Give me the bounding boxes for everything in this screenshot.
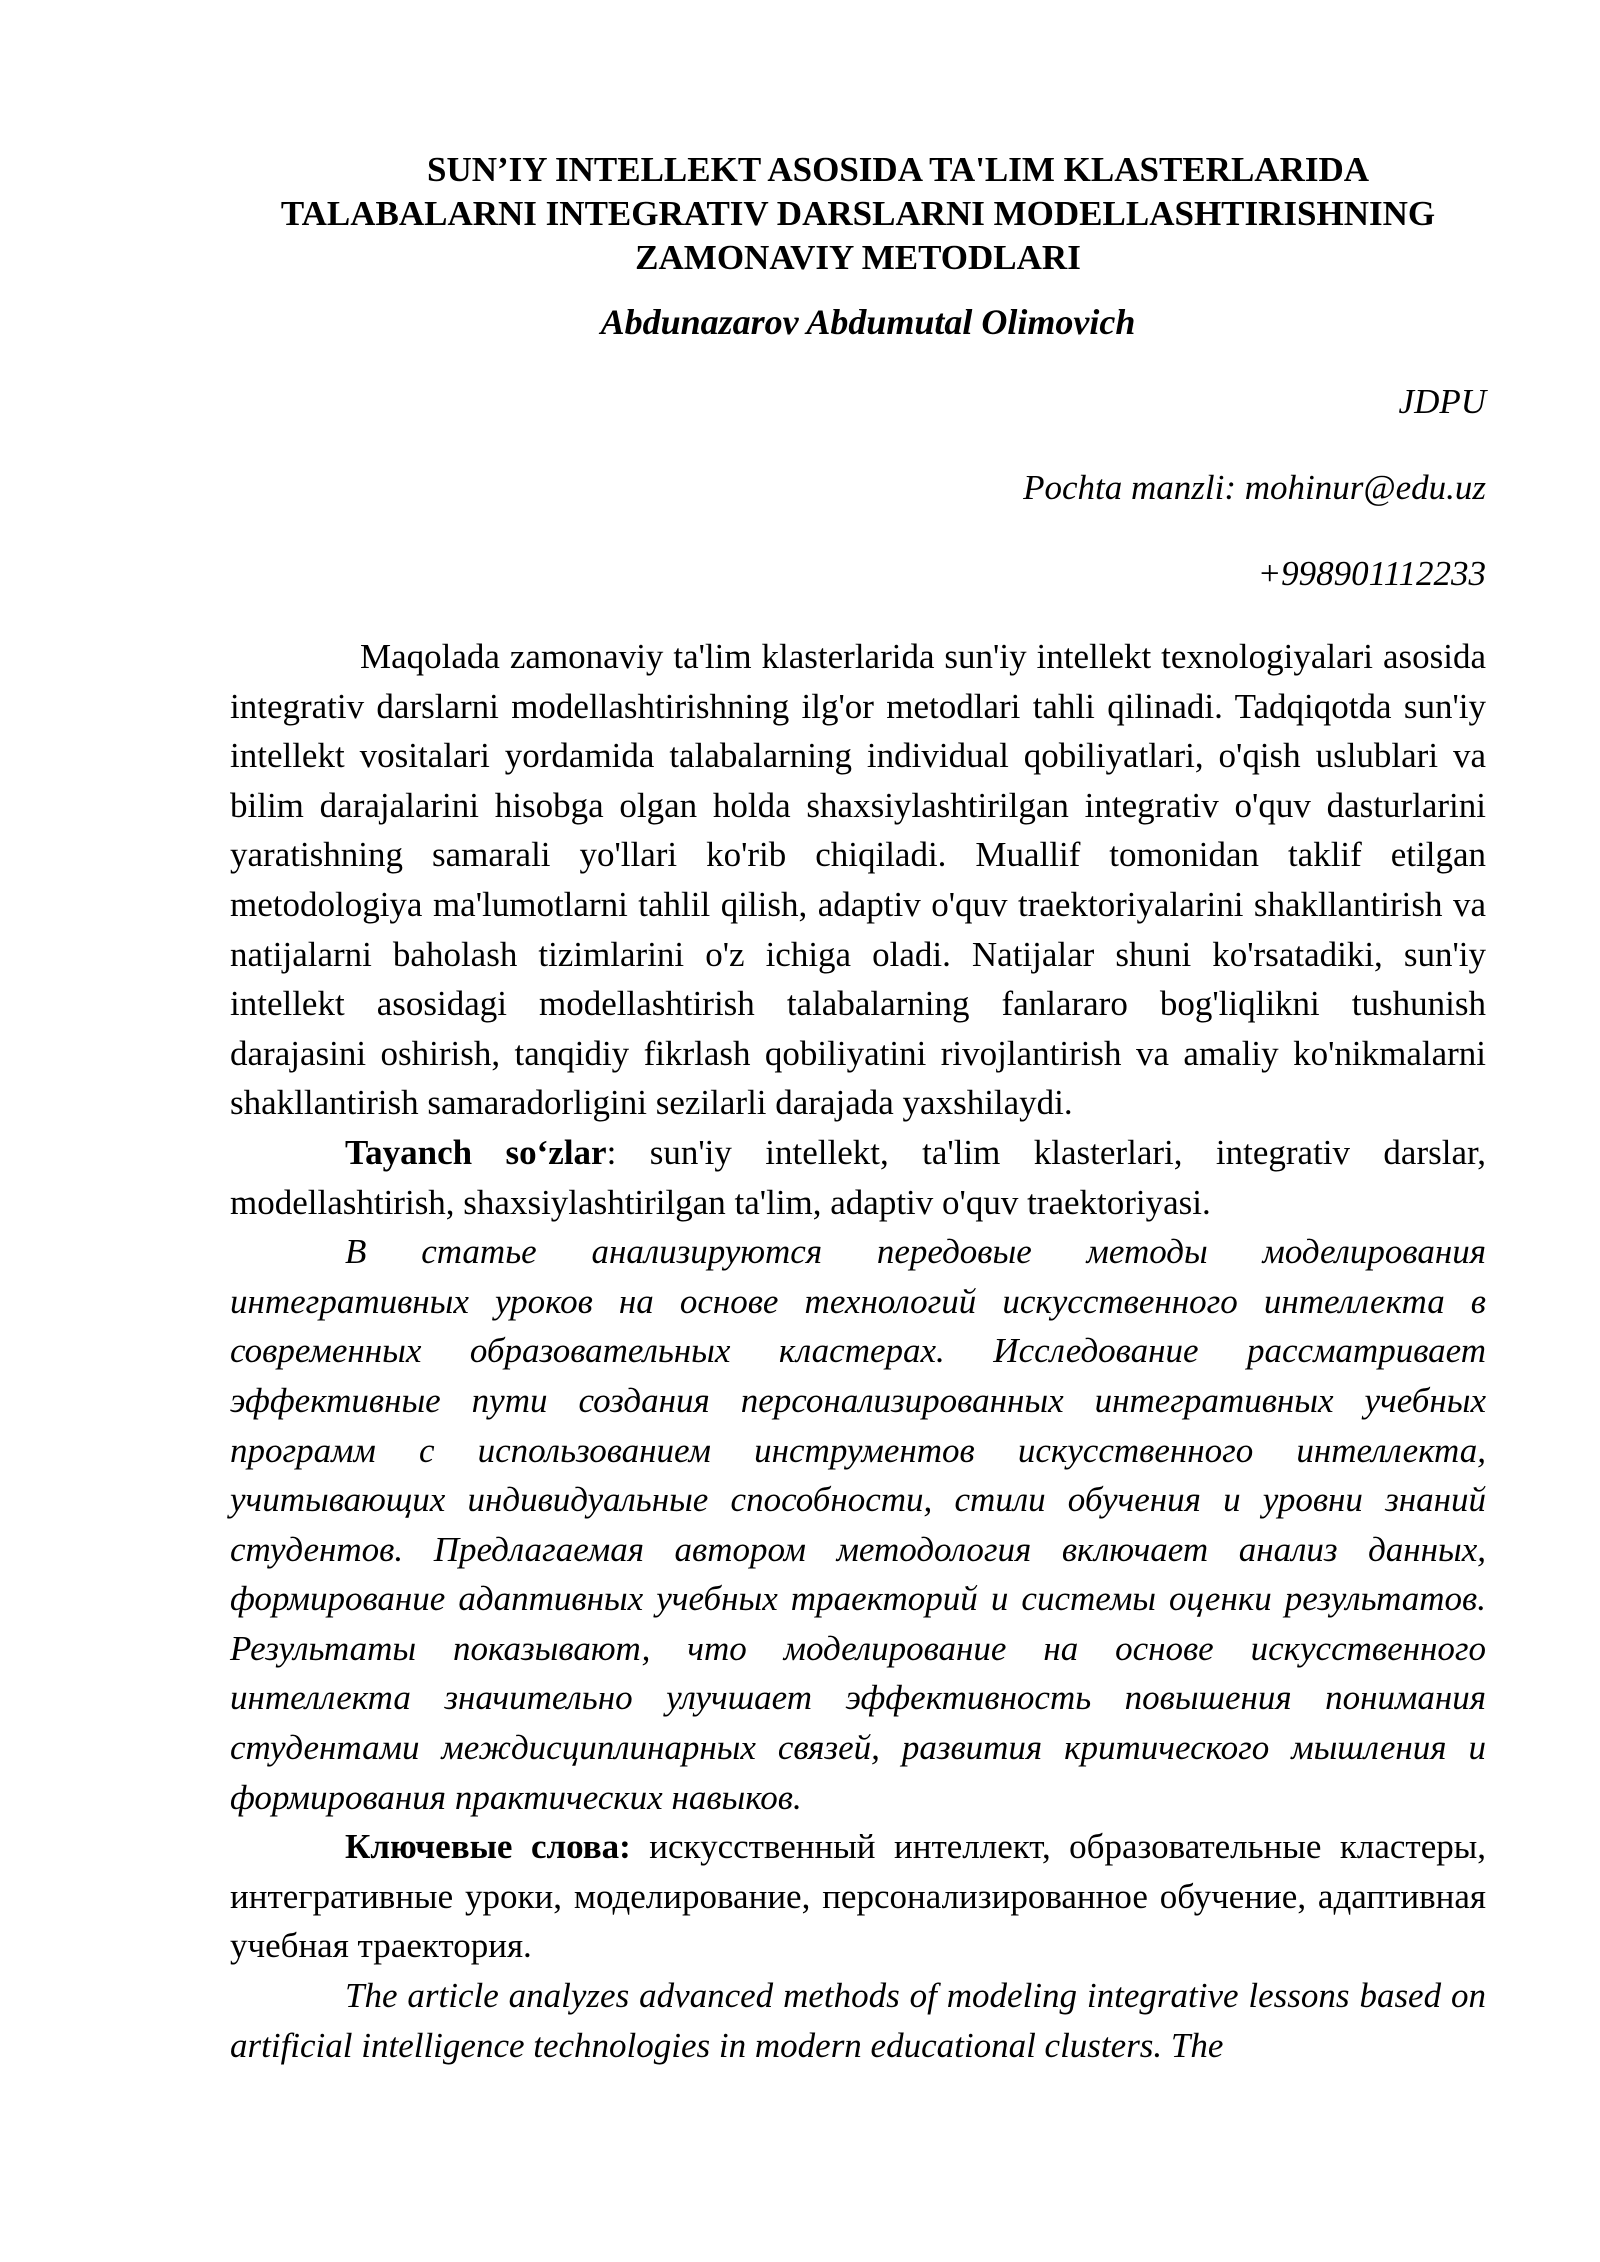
author-affiliation: JDPU xyxy=(1398,382,1486,421)
author-phone: +998901112233 xyxy=(1257,554,1486,593)
article-title xyxy=(230,148,1486,280)
author-name: Abdunazarov Abdumutal Olimovich xyxy=(600,302,1136,342)
keywords-russian-text: искусственный интеллект, образовательные кластеры, интегративные уроки, моделирование, персонализированное обучение, адаптивная учебная траектория. xyxy=(230,1827,1486,1966)
keywords-uzbek-label: Tayanch so‘zlar xyxy=(345,1132,607,1172)
document-content xyxy=(230,148,1486,2070)
keywords-uzbek-text: : sun'iy intellekt, ta'lim klasterlari, integrativ darslar, modellashtirish, shaxsiylashtirilgan ta'lim, adaptiv o'quv traektoriyasi. xyxy=(230,1132,1486,1222)
abstract-english: The article analyzes advanced methods of modeling integrative lessons based on artificial intelligence technologies in modern educational clusters. The xyxy=(230,1976,1486,2065)
title-line-1: SUN’IY INTELLEKT ASOSIDA TA'LIM KLASTERLARIDA xyxy=(426,150,1370,189)
author-email: Pochta manzli: mohinur@edu.uz xyxy=(1023,468,1486,507)
title-line-2: TALABALARNI INTEGRATIV DARSLARNI MODELLASHTIRISHNING xyxy=(280,194,1436,233)
keywords-uzbek xyxy=(230,1128,1486,1227)
keywords-russian xyxy=(230,1822,1486,1971)
abstract-uzbek: Maqolada zamonaviy ta'lim klasterlarida sun'iy intellekt texnologiyalari asosida integrativ darslarni modellashtirishning ilg'or metodlari tahli qilinadi. Tadqiqotda sun'iy intellekt vositalari yordamida talabalarning individual qobiliyatlari, o'qish uslublari va bilim darajalarini hisobga olgan holda shaxsiylashtirilgan integrativ o'quv dasturlarini yaratishning samarali yo'llari ko'rib chiqiladi. Muallif tomonidan taklif etilgan metodologiya ma'lumotlarni tahlil qilish, adaptiv o'quv traektoriyalarini shakllantirish va natijalarni baholash tizimlarini o'z ichiga oladi. Natijalar shuni ko'rsatadiki, sun'iy intellekt asosidagi modellashtirish talabalarning fanlararo bog'liqlikni tushunish darajasini oshirish, tanqidiy fikrlash qobiliyatini rivojlantirish va amaliy ko'nikmalarni shakllantirish samaradorligini sezilarli darajada yaxshilaydi. xyxy=(230,637,1486,1123)
abstract-russian: В статье анализируются передовые методы моделирования интегративных уроков на основе технологий искусственного интеллекта в современных образовательных кластерах. Исследование рассматривает эффективные пути создания персонализированных интегративных учебных программ с использованием инструментов искусственного интеллекта, учитывающих индивидуальные способности, стили обучения и уровни знаний студентов. Предлагаемая автором методология включает анализ данных, формирование адаптивных учебных траекторий и системы оценки результатов. Результаты показывают, что моделирование на основе искусственного интеллекта значительно улучшает эффективность повышения понимания студентами междисциплинарных связей, развития критического мышления и формирования практических навыков. xyxy=(230,1232,1486,1817)
title-line-3: ZAMONAVIY METODLARI xyxy=(635,238,1081,277)
keywords-russian-label: Ключевые слова: xyxy=(345,1827,631,1867)
